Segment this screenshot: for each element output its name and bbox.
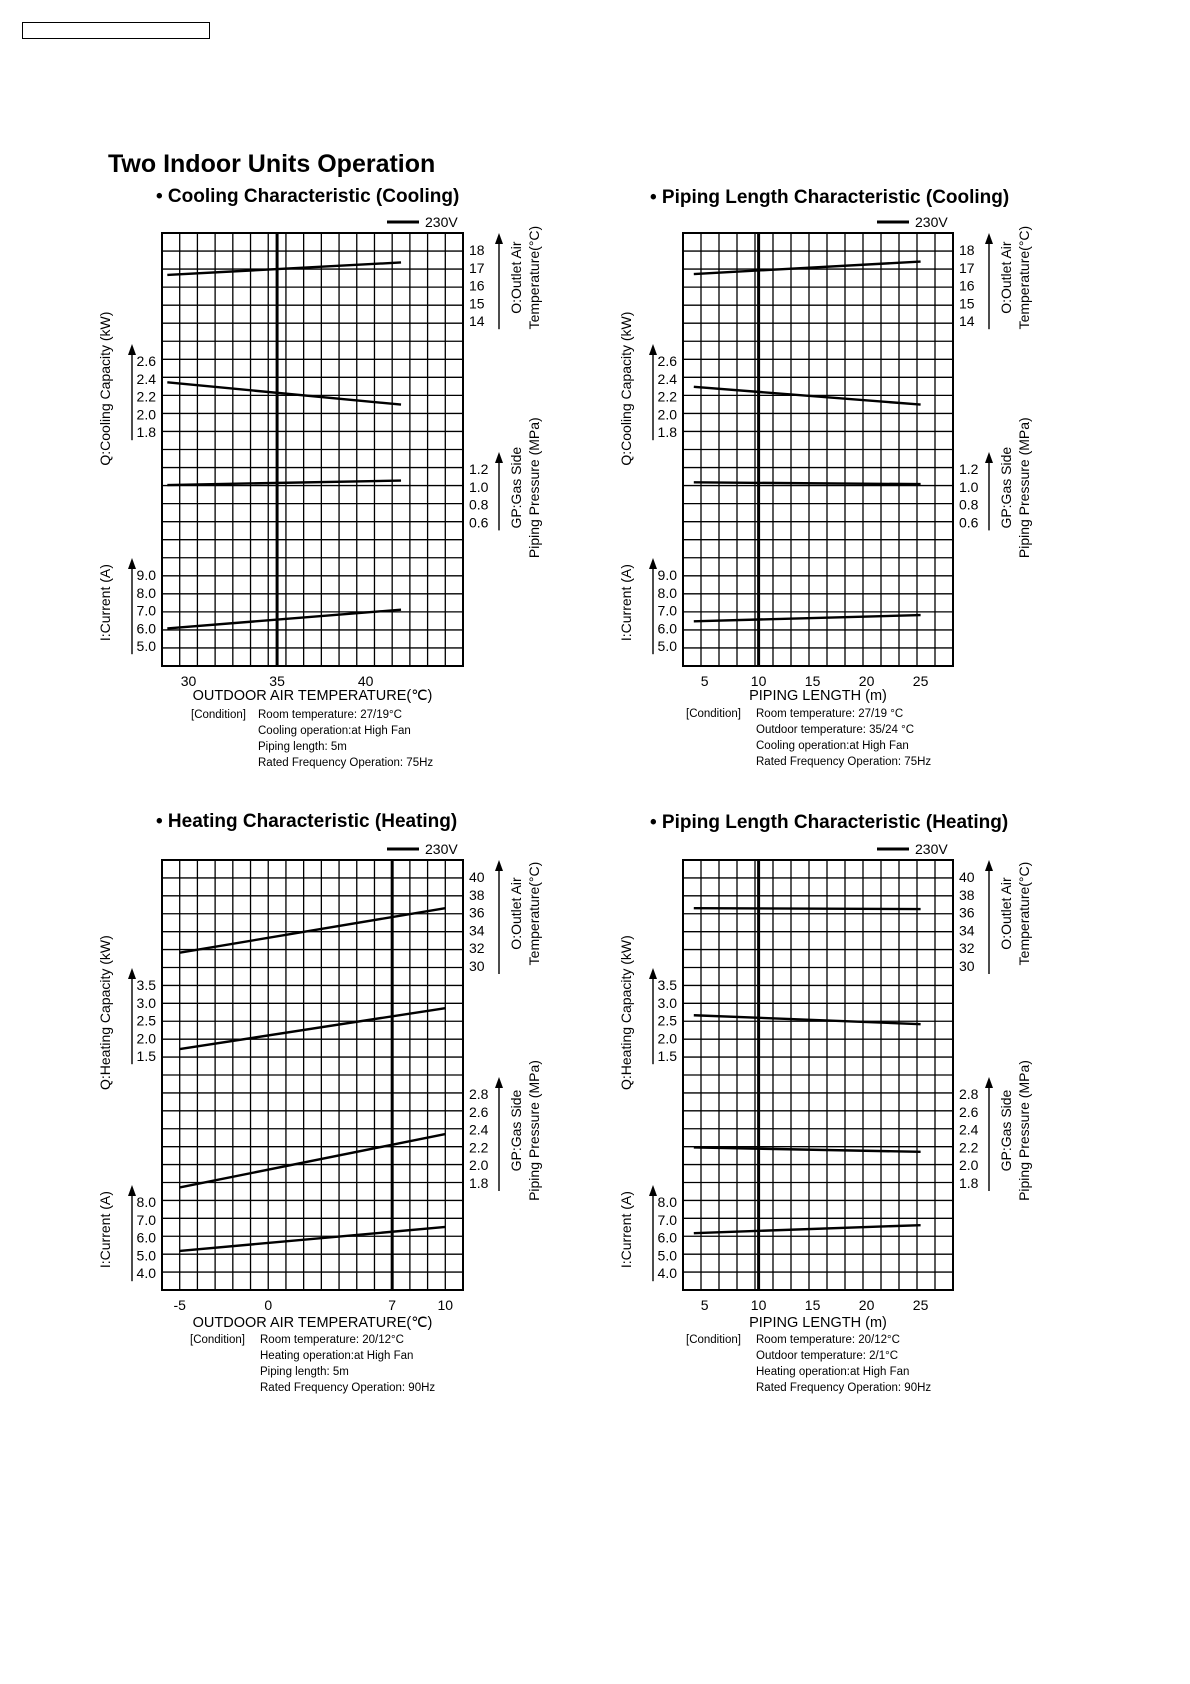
- condition-line: Room temperature: 27/19°C: [258, 709, 402, 721]
- y-tick-label: 8.0: [136, 1194, 156, 1210]
- x-tick-label: 20: [858, 673, 875, 689]
- y-tick-label: 40: [469, 869, 485, 885]
- chart-heating-characteristic: [97, 841, 542, 1331]
- y-tick-label: 38: [959, 886, 975, 903]
- condition-line: Rated Frequency Operation: 90Hz: [756, 1382, 932, 1394]
- y-tick-label: 6.0: [136, 620, 156, 637]
- series-line-gas-side-piping-pressure: [694, 1147, 921, 1151]
- axis-arrow-head: [495, 452, 503, 463]
- y-tick-label: 7.0: [136, 1211, 156, 1228]
- chart-title-heating: • Heating Characteristic (Heating): [156, 811, 458, 832]
- y-axis-label: Q:Heating Capacity (kW): [97, 935, 113, 1091]
- axis-arrow-head: [128, 1185, 136, 1196]
- y-tick-label: 9.0: [136, 567, 156, 583]
- axis-arrow-head: [128, 968, 136, 979]
- y-tick-label: 14: [959, 313, 975, 330]
- condition-lead: [Condition]: [686, 708, 741, 720]
- condition-line: Heating operation:at High Fan: [756, 1366, 910, 1378]
- y-tick-label: 15: [959, 295, 975, 312]
- y-axis-label: GP:Gas Side: [998, 1089, 1014, 1172]
- y-tick-label: 2.6: [469, 1103, 489, 1120]
- y-tick-label: 16: [959, 277, 975, 294]
- y-axis-label: GP:Gas Side: [508, 1089, 524, 1172]
- y-tick-label: 1.8: [469, 1175, 489, 1191]
- y-tick-label: 0.8: [469, 496, 489, 513]
- condition-line: Rated Frequency Operation: 75Hz: [258, 757, 434, 769]
- y-tick-label: 17: [959, 259, 975, 276]
- y-tick-label: 2.6: [136, 353, 156, 369]
- axis-arrow-head: [495, 860, 503, 871]
- series-line-current: [180, 1227, 446, 1251]
- y-tick-label: 6.0: [657, 620, 677, 637]
- y-tick-label: 2.0: [469, 1157, 489, 1174]
- y-tick-label: 3.5: [657, 977, 677, 993]
- x-tick-label: 40: [357, 673, 374, 689]
- y-tick-label: 2.2: [959, 1139, 979, 1156]
- chart-title-cooling: • Cooling Characteristic (Cooling): [156, 186, 460, 207]
- y-tick-label: 1.0: [469, 478, 489, 495]
- y-tick-label: 2.4: [657, 370, 677, 387]
- y-axis-label: Temperature(°C): [1016, 225, 1032, 330]
- x-tick-label: 35: [269, 673, 285, 689]
- y-tick-label: 3.0: [136, 994, 156, 1011]
- y-tick-label: 18: [959, 242, 975, 258]
- axis-arrow-head: [649, 968, 657, 979]
- y-tick-label: 32: [959, 940, 975, 957]
- y-tick-label: 34: [469, 922, 485, 939]
- y-axis-label: O:Outlet Air: [508, 241, 524, 314]
- axis-arrow-head: [649, 558, 657, 569]
- y-tick-label: 2.2: [136, 388, 156, 405]
- chart-piping-length-heating: [618, 841, 1032, 1331]
- y-axis-label: I:Current (A): [618, 1191, 634, 1269]
- axis-arrow-head: [985, 860, 993, 871]
- y-tick-label: 2.0: [136, 406, 156, 423]
- y-tick-label: 2.6: [959, 1103, 979, 1120]
- x-tick-label: 5: [700, 673, 709, 689]
- x-tick-label: 20: [858, 1297, 875, 1313]
- y-tick-label: 3.0: [657, 994, 677, 1011]
- condition-line: Outdoor temperature: 2/1°C: [756, 1350, 899, 1362]
- y-tick-label: 6.0: [136, 1229, 156, 1246]
- page-title: Two Indoor Units Operation: [108, 150, 436, 178]
- condition-line: Rated Frequency Operation: 90Hz: [260, 1382, 436, 1394]
- y-tick-label: 5.0: [136, 638, 156, 655]
- y-tick-label: 4.0: [136, 1265, 156, 1282]
- y-tick-label: 8.0: [657, 1194, 677, 1210]
- y-axis-label: O:Outlet Air: [998, 241, 1014, 314]
- y-tick-label: 7.0: [657, 602, 677, 619]
- y-tick-label: 2.2: [657, 388, 677, 405]
- x-axis-label: OUTDOOR AIR TEMPERATURE(℃): [192, 688, 433, 704]
- condition-lead: [Condition]: [686, 1334, 741, 1346]
- y-tick-label: 2.6: [657, 353, 677, 369]
- series-line-outlet-air-temperature: [180, 908, 446, 953]
- condition-line: Room temperature: 20/12°C: [756, 1334, 900, 1346]
- y-tick-label: 1.2: [959, 461, 979, 477]
- y-tick-label: 32: [469, 940, 485, 957]
- series-line-gas-side-piping-pressure: [180, 1134, 446, 1187]
- x-tick-label: 10: [750, 673, 767, 689]
- y-tick-label: 1.5: [136, 1048, 156, 1065]
- y-axis-label: Piping Pressure (MPa): [1016, 1060, 1032, 1201]
- series-line-gas-side-piping-pressure: [694, 482, 921, 484]
- condition-line: Heating operation:at High Fan: [260, 1350, 414, 1362]
- y-tick-label: 4.0: [657, 1265, 677, 1282]
- y-tick-label: 1.8: [136, 424, 156, 441]
- chart-title-piping-heating: • Piping Length Characteristic (Heating): [650, 812, 1009, 833]
- legend-label: 230V: [915, 841, 948, 857]
- axis-arrow-head: [985, 1077, 993, 1088]
- y-tick-label: 2.5: [657, 1012, 677, 1029]
- x-tick-label: 25: [912, 673, 929, 689]
- y-tick-label: 0.6: [959, 514, 979, 531]
- series-line-current: [694, 615, 921, 621]
- condition-line: Piping length: 5m: [260, 1366, 349, 1378]
- condition-line: Room temperature: 27/19 °C: [756, 708, 904, 720]
- y-tick-label: 1.8: [657, 424, 677, 441]
- condition-lead: [Condition]: [191, 709, 246, 721]
- x-tick-label: 10: [437, 1297, 454, 1313]
- y-tick-label: 1.2: [469, 461, 489, 477]
- y-tick-label: 3.5: [136, 977, 156, 993]
- x-tick-label: 30: [180, 673, 197, 689]
- y-tick-label: 7.0: [657, 1211, 677, 1228]
- y-tick-label: 1.8: [959, 1175, 979, 1191]
- condition-line: Cooling operation:at High Fan: [258, 725, 411, 737]
- x-tick-label: 15: [804, 673, 821, 689]
- y-axis-label: Temperature(°C): [526, 225, 542, 330]
- y-tick-label: 0.8: [959, 496, 979, 513]
- y-axis-label: Temperature(°C): [526, 861, 542, 966]
- y-axis-label: Q:Cooling Capacity (kW): [618, 311, 634, 466]
- x-axis-label: PIPING LENGTH (m): [749, 1315, 887, 1331]
- legend-label: 230V: [425, 214, 458, 230]
- axis-arrow-head: [985, 233, 993, 244]
- y-tick-label: 8.0: [136, 584, 156, 601]
- condition-line: Piping length: 5m: [258, 741, 347, 753]
- axis-arrow-head: [495, 233, 503, 244]
- y-tick-label: 38: [469, 886, 485, 903]
- y-tick-label: 2.2: [469, 1139, 489, 1156]
- y-tick-label: 7.0: [136, 602, 156, 619]
- axis-arrow-head: [128, 558, 136, 569]
- x-tick-label: 25: [912, 1297, 929, 1313]
- y-axis-label: Temperature(°C): [1016, 861, 1032, 966]
- chart-cooling-characteristic: [97, 214, 542, 704]
- axis-arrow-head: [495, 1077, 503, 1088]
- condition-line: Rated Frequency Operation: 75Hz: [756, 756, 932, 768]
- x-axis-label: OUTDOOR AIR TEMPERATURE(℃): [192, 1315, 433, 1331]
- condition-line: Room temperature: 20/12°C: [260, 1334, 404, 1346]
- y-axis-label: Piping Pressure (MPa): [1016, 417, 1032, 559]
- y-axis-label: Piping Pressure (MPa): [526, 1060, 542, 1201]
- y-tick-label: 1.0: [959, 478, 979, 495]
- y-axis-label: O:Outlet Air: [998, 877, 1014, 950]
- y-tick-label: 2.4: [136, 370, 156, 387]
- y-tick-label: 2.4: [959, 1121, 979, 1138]
- condition-line: Cooling operation:at High Fan: [756, 740, 909, 752]
- axis-arrow-head: [985, 452, 993, 463]
- y-tick-label: 9.0: [657, 567, 677, 583]
- y-tick-label: 1.5: [657, 1048, 677, 1065]
- y-tick-label: 2.8: [959, 1086, 979, 1102]
- y-tick-label: 40: [959, 869, 975, 885]
- y-tick-label: 14: [469, 313, 485, 330]
- x-tick-label: 15: [804, 1297, 821, 1313]
- y-tick-label: 5.0: [657, 638, 677, 655]
- y-axis-label: I:Current (A): [97, 1191, 113, 1269]
- y-tick-label: 18: [469, 242, 485, 258]
- x-tick-label: 5: [700, 1297, 709, 1313]
- y-axis-label: O:Outlet Air: [508, 877, 524, 950]
- chart-piping-length-cooling: [618, 214, 1032, 704]
- y-axis-label: I:Current (A): [618, 564, 634, 642]
- series-line-cooling-capacity: [167, 382, 401, 404]
- axis-arrow-head: [649, 1185, 657, 1196]
- y-tick-label: 34: [959, 922, 975, 939]
- condition-lead: [Condition]: [190, 1334, 245, 1346]
- series-line-outlet-air-temperature: [694, 262, 921, 274]
- y-tick-label: 6.0: [657, 1229, 677, 1246]
- y-tick-label: 2.8: [469, 1086, 489, 1102]
- y-axis-label: GP:Gas Side: [508, 446, 524, 529]
- y-tick-label: 30: [959, 958, 975, 974]
- series-line-current: [694, 1225, 921, 1233]
- y-tick-label: 30: [469, 958, 485, 974]
- y-tick-label: 2.0: [959, 1157, 979, 1174]
- y-axis-label: Q:Heating Capacity (kW): [618, 935, 634, 1091]
- y-tick-label: 17: [469, 259, 485, 276]
- legend-label: 230V: [425, 841, 458, 857]
- y-tick-label: 2.4: [469, 1121, 489, 1138]
- y-tick-label: 15: [469, 295, 485, 312]
- y-tick-label: 36: [959, 904, 975, 921]
- x-axis-label: PIPING LENGTH (m): [749, 688, 887, 704]
- y-tick-label: 36: [469, 904, 485, 921]
- y-axis-label: Q:Cooling Capacity (kW): [97, 311, 113, 466]
- y-axis-label: Piping Pressure (MPa): [526, 417, 542, 559]
- axis-arrow-head: [649, 344, 657, 355]
- x-tick-label: -5: [173, 1297, 186, 1313]
- y-tick-label: 8.0: [657, 584, 677, 601]
- y-tick-label: 16: [469, 277, 485, 294]
- chart-title-piping-cooling: • Piping Length Characteristic (Cooling): [650, 187, 1010, 208]
- y-tick-label: 2.5: [136, 1012, 156, 1029]
- series-line-outlet-air-temperature: [694, 908, 921, 909]
- x-tick-label: 0: [264, 1297, 273, 1313]
- condition-line: Outdoor temperature: 35/24 °C: [756, 724, 915, 736]
- x-tick-label: 10: [750, 1297, 767, 1313]
- y-tick-label: 2.0: [136, 1030, 156, 1047]
- y-tick-label: 5.0: [136, 1247, 156, 1264]
- legend-label: 230V: [915, 214, 948, 230]
- series-line-heating-capacity: [180, 1008, 446, 1049]
- series-line-heating-capacity: [694, 1015, 921, 1024]
- y-tick-label: 5.0: [657, 1247, 677, 1264]
- axis-arrow-head: [128, 344, 136, 355]
- series-line-gas-side-piping-pressure: [167, 481, 401, 485]
- y-tick-label: 0.6: [469, 514, 489, 531]
- y-axis-label: I:Current (A): [97, 564, 113, 642]
- y-tick-label: 2.0: [657, 1030, 677, 1047]
- x-tick-label: 7: [388, 1297, 397, 1313]
- y-tick-label: 2.0: [657, 406, 677, 423]
- y-axis-label: GP:Gas Side: [998, 446, 1014, 529]
